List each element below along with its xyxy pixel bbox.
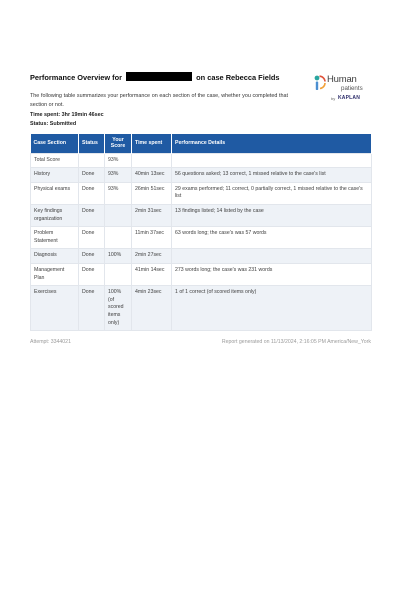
title-suffix: on case Rebecca Fields bbox=[196, 73, 280, 82]
table-row bbox=[31, 249, 372, 264]
cell-section: Exercises bbox=[31, 286, 79, 331]
table-row bbox=[31, 182, 372, 204]
table-row bbox=[31, 227, 372, 249]
table-header-row bbox=[31, 134, 372, 153]
cell-time bbox=[132, 153, 172, 168]
ihuman-logo-icon bbox=[313, 75, 326, 91]
cell-section: Physical exams bbox=[31, 182, 79, 204]
table-row bbox=[31, 286, 372, 331]
report-page bbox=[30, 70, 371, 349]
table-row bbox=[31, 204, 372, 226]
cell-score: 93% bbox=[105, 153, 132, 168]
logo-patients-text: patients bbox=[341, 85, 363, 92]
cell-details: 273 words long; the case's was 231 words bbox=[172, 263, 372, 285]
cell-status: Done bbox=[79, 286, 105, 331]
report-generated: Report generated on 11/13/2024, 2:16:05 PM America/New_York bbox=[221, 339, 371, 346]
time-spent: Time spent: 3hr 19min 46sec bbox=[30, 112, 104, 118]
cell-status: Done bbox=[79, 227, 105, 249]
summary-text: The following table summarizes your performance on each section of the case, whether you completed that section or not. bbox=[30, 93, 288, 108]
attempt-id: Attempt: 3344021 bbox=[30, 339, 71, 346]
ihuman-logo bbox=[313, 74, 371, 104]
logo-kaplan-text: KAPLAN bbox=[338, 95, 361, 101]
cell-score: 100% (of scored items only) bbox=[105, 286, 132, 331]
redacted-name bbox=[126, 72, 192, 81]
cell-details bbox=[172, 153, 372, 168]
cell-status: Done bbox=[79, 204, 105, 226]
cell-status: Done bbox=[79, 249, 105, 264]
cell-time: 2min 27sec bbox=[132, 249, 172, 264]
cell-status: Done bbox=[79, 182, 105, 204]
cell-score bbox=[105, 204, 132, 226]
cell-details: 56 questions asked; 13 correct, 1 missed relative to the case's list bbox=[172, 168, 372, 183]
cell-details: 29 exams performed; 11 correct, 0 partially correct, 1 missed relative to the case's list bbox=[172, 182, 372, 204]
performance-table bbox=[30, 134, 372, 331]
cell-details: 1 of 1 correct (of scored items only) bbox=[172, 286, 372, 331]
cell-time: 11min 37sec bbox=[132, 227, 172, 249]
cell-section: Management Plan bbox=[31, 263, 79, 285]
cell-score: 93% bbox=[105, 168, 132, 183]
cell-section: Key findings organization bbox=[31, 204, 79, 226]
cell-score: 100% bbox=[105, 249, 132, 264]
cell-details: 63 words long; the case's was 57 words bbox=[172, 227, 372, 249]
cell-status: Done bbox=[79, 168, 105, 183]
logo-human-text: Human bbox=[327, 74, 357, 85]
cell-time: 40min 13sec bbox=[132, 168, 172, 183]
cell-section: Problem Statement bbox=[31, 227, 79, 249]
cell-details bbox=[172, 249, 372, 264]
table-row bbox=[31, 168, 372, 183]
logo-by-text: by bbox=[331, 96, 336, 101]
cell-section: History bbox=[31, 168, 79, 183]
status-text: Status: Submitted bbox=[30, 120, 77, 127]
column-header-details: Performance Details bbox=[172, 134, 372, 153]
cell-section: Diagnosis bbox=[31, 249, 79, 264]
column-header-time: Time spent bbox=[132, 134, 172, 153]
cell-details: 13 findings listed; 14 listed by the case bbox=[172, 204, 372, 226]
page-title bbox=[30, 72, 280, 82]
cell-score bbox=[105, 263, 132, 285]
cell-score bbox=[105, 227, 132, 249]
column-header-status: Status bbox=[79, 134, 105, 153]
cell-time: 26min 51sec bbox=[132, 182, 172, 204]
cell-time: 41min 14sec bbox=[132, 263, 172, 285]
table-row bbox=[31, 153, 372, 168]
cell-section: Total Score bbox=[31, 153, 79, 168]
cell-time: 4min 23sec bbox=[132, 286, 172, 331]
cell-score: 93% bbox=[105, 182, 132, 204]
cell-status: Done bbox=[79, 263, 105, 285]
column-header-section: Case Section bbox=[31, 134, 79, 153]
table-row bbox=[31, 263, 372, 285]
title-prefix: Performance Overview for bbox=[30, 73, 123, 82]
cell-time: 2min 31sec bbox=[132, 204, 172, 226]
report-footer bbox=[30, 339, 371, 349]
cell-status bbox=[79, 153, 105, 168]
column-header-score: Your Score bbox=[105, 134, 132, 153]
